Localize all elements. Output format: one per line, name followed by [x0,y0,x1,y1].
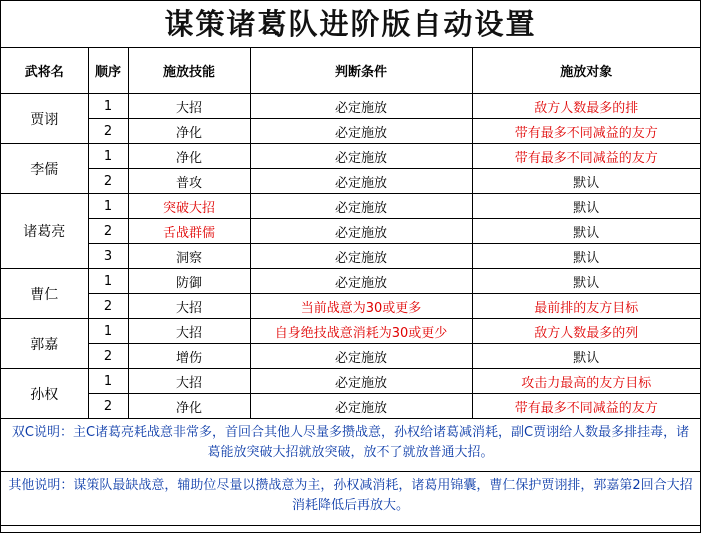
condition-cell: 必定施放 [250,344,472,369]
condition-cell: 自身绝技战意消耗为30或更少 [250,319,472,344]
header-general: 武将名 [1,48,88,94]
target-cell: 敌方人数最多的排 [472,94,700,119]
table-row [1,244,700,269]
table-row [1,294,700,319]
condition-cell: 必定施放 [250,369,472,394]
target-cell: 默认 [472,169,700,194]
order-cell: 1 [88,319,128,344]
table-row [1,219,700,244]
table-row [1,344,700,369]
skill-cell: 大招 [128,319,250,344]
skill-cell: 舌战群儒 [128,219,250,244]
header-row [1,48,700,94]
general-name: 贾诩 [1,94,88,144]
order-cell: 1 [88,269,128,294]
table-row [1,319,700,344]
condition-cell: 必定施放 [250,269,472,294]
skill-cell: 普攻 [128,169,250,194]
skill-cell: 净化 [128,119,250,144]
skill-cell: 大招 [128,94,250,119]
table-row [1,269,700,294]
skill-cell: 防御 [128,269,250,294]
table-row [1,194,700,219]
order-cell: 2 [88,344,128,369]
table-row [1,394,700,419]
header-target: 施放对象 [472,48,700,94]
general-name: 孙权 [1,369,88,419]
header-skill: 施放技能 [128,48,250,94]
skill-cell: 突破大招 [128,194,250,219]
condition-cell: 必定施放 [250,169,472,194]
target-cell: 默认 [472,344,700,369]
general-name: 曹仁 [1,269,88,319]
table-row [1,94,700,119]
condition-cell: 必定施放 [250,244,472,269]
target-cell: 攻击力最高的友方目标 [472,369,700,394]
sheet-title: 谋策诸葛队进阶版自动设置 [1,1,700,48]
table-row [1,169,700,194]
target-cell: 默认 [472,194,700,219]
skill-cell: 大招 [128,369,250,394]
skill-cell: 增伤 [128,344,250,369]
target-cell: 默认 [472,244,700,269]
target-cell: 默认 [472,219,700,244]
order-cell: 1 [88,94,128,119]
order-cell: 3 [88,244,128,269]
notes-section [1,419,700,526]
order-cell: 2 [88,294,128,319]
header-order: 顺序 [88,48,128,94]
target-cell: 带有最多不同减益的友方 [472,394,700,419]
order-cell: 1 [88,144,128,169]
dual-c-note: 双C说明：主C诸葛亮耗战意非常多，首回合其他人尽量多攒战意，孙权给诸葛减消耗，副C贾诩给人数最多排挂毒，诸葛能放突破大招就放突破，放不了就放普通大招。 [1,419,700,472]
condition-cell: 必定施放 [250,94,472,119]
condition-cell: 必定施放 [250,119,472,144]
general-name: 诸葛亮 [1,194,88,269]
target-cell: 带有最多不同减益的友方 [472,144,700,169]
condition-cell: 必定施放 [250,394,472,419]
order-cell: 2 [88,219,128,244]
order-cell: 1 [88,369,128,394]
skill-cell: 洞察 [128,244,250,269]
skill-cell: 大招 [128,294,250,319]
target-cell: 最前排的友方目标 [472,294,700,319]
table-row [1,144,700,169]
skill-cell: 净化 [128,144,250,169]
table-row [1,369,700,394]
order-cell: 1 [88,194,128,219]
condition-cell: 必定施放 [250,219,472,244]
order-cell: 2 [88,119,128,144]
header-condition: 判断条件 [250,48,472,94]
general-name: 李儒 [1,144,88,194]
target-cell: 敌方人数最多的列 [472,319,700,344]
condition-cell: 必定施放 [250,144,472,169]
skill-cell: 净化 [128,394,250,419]
table-row [1,119,700,144]
condition-cell: 必定施放 [250,194,472,219]
target-cell: 默认 [472,269,700,294]
condition-cell: 当前战意为30或更多 [250,294,472,319]
order-cell: 2 [88,169,128,194]
other-note: 其他说明：谋策队最缺战意，辅助位尽量以攒战意为主，孙权减消耗，诸葛用锦囊，曹仁保护贾诩排，郭嘉第2回合大招消耗降低后再放大。 [1,472,700,526]
general-name: 郭嘉 [1,319,88,369]
target-cell: 带有最多不同减益的友方 [472,119,700,144]
settings-table [1,48,700,419]
order-cell: 2 [88,394,128,419]
